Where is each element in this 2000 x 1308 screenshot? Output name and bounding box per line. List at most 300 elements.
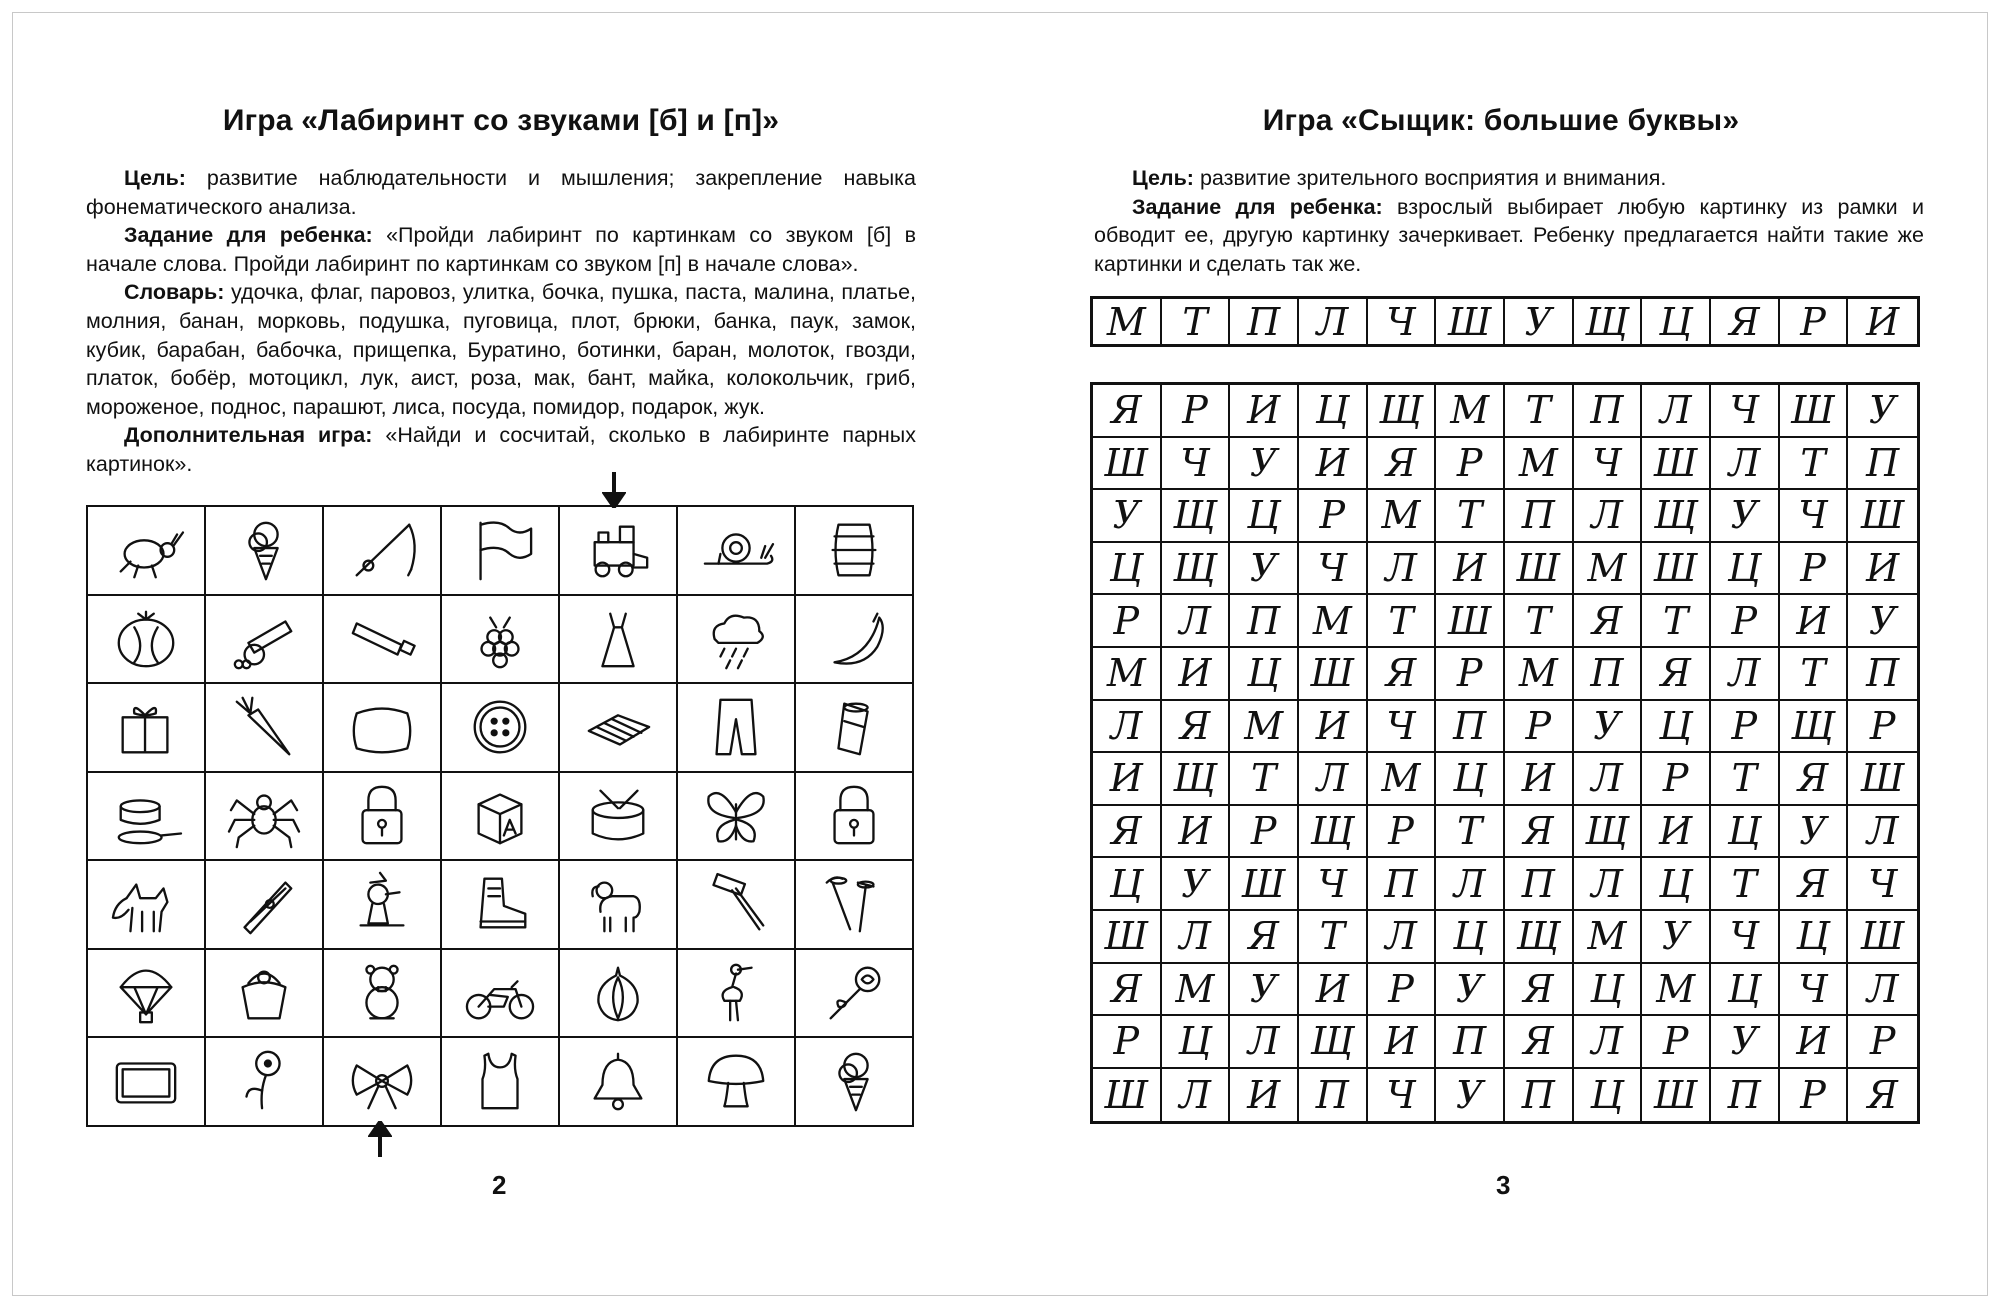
letter-cell: Ц	[1299, 385, 1368, 438]
goal-text: развитие зрительного восприятия и внимания.	[1193, 166, 1667, 190]
letter-cell: Я	[1093, 385, 1162, 438]
page-number: 2	[492, 1170, 507, 1200]
letter-cell: Я	[1574, 595, 1643, 648]
letter-cell: Я	[1505, 1016, 1574, 1069]
maze-cell	[795, 506, 913, 595]
banana-icon	[812, 604, 896, 674]
vocabulary-paragraph	[86, 278, 916, 421]
letter-cell: Я	[1780, 753, 1849, 806]
maze-row	[87, 860, 913, 949]
sample-letter: М	[1093, 299, 1162, 344]
maze-cell	[441, 683, 559, 772]
maze-cell	[87, 506, 205, 595]
sample-letter: Ц	[1642, 299, 1711, 344]
letter-cell: Щ	[1574, 806, 1643, 859]
letter-cell: Щ	[1162, 753, 1231, 806]
letter-cell: У	[1436, 964, 1505, 1017]
extra-game-paragraph	[86, 421, 916, 478]
task-label: Задание для ребенка:	[1132, 194, 1383, 219]
letter-cell: Ш	[1436, 595, 1505, 648]
letter-cell: М	[1642, 964, 1711, 1017]
boot-icon	[458, 869, 542, 939]
letter-cell: И	[1299, 701, 1368, 754]
maze-cell	[323, 506, 441, 595]
trousers-icon	[694, 692, 778, 762]
maze-cell	[441, 772, 559, 861]
sample-letter: У	[1505, 299, 1574, 344]
letter-cell: У	[1711, 1016, 1780, 1069]
letter-cell: Ц	[1642, 701, 1711, 754]
letter-cell: П	[1848, 438, 1917, 491]
letter-cell: Т	[1505, 595, 1574, 648]
game-description	[86, 164, 916, 479]
letter-cell: Ц	[1574, 964, 1643, 1017]
maze-grid	[86, 505, 914, 1127]
letter-cell: У	[1848, 595, 1917, 648]
letter-cell: Т	[1780, 438, 1849, 491]
butterfly-icon	[694, 781, 778, 851]
letter-cell: М	[1093, 648, 1162, 701]
ice-cream-icon	[812, 1046, 896, 1116]
bell-icon	[576, 1046, 660, 1116]
letter-cell: Л	[1093, 701, 1162, 754]
sample-letter: И	[1866, 299, 1900, 344]
goal-paragraph	[86, 164, 916, 221]
letter-cell: Л	[1848, 806, 1917, 859]
letter-cell: И	[1162, 806, 1231, 859]
letter-cell: Р	[1711, 701, 1780, 754]
letter-cell: П	[1230, 595, 1299, 648]
letter-cell: Т	[1780, 648, 1849, 701]
letter-cell: Т	[1711, 858, 1780, 911]
maze-cell	[205, 683, 323, 772]
letter-cell: М	[1368, 490, 1437, 543]
maze-cell	[441, 1037, 559, 1126]
letter-cell: П	[1848, 648, 1917, 701]
maze-row	[87, 772, 913, 861]
maze-row	[87, 1037, 913, 1126]
letter-cell: У	[1780, 806, 1849, 859]
maze-cell	[559, 595, 677, 684]
maze-cell	[795, 683, 913, 772]
beaver-icon	[340, 958, 424, 1028]
letter-cell: Ш	[1848, 490, 1917, 543]
letter-cell: Л	[1436, 858, 1505, 911]
maze-cell	[677, 949, 795, 1038]
fox-icon	[104, 869, 188, 939]
letter-cell: Р	[1780, 1069, 1849, 1122]
maze-cell	[795, 772, 913, 861]
letter-cell: Т	[1436, 806, 1505, 859]
task-paragraph	[1094, 193, 1924, 279]
letter-cell: И	[1642, 806, 1711, 859]
maze-cell	[323, 683, 441, 772]
letter-cell: У	[1436, 1069, 1505, 1122]
letter-cell: И	[1780, 1016, 1849, 1069]
letter-cell: У	[1848, 385, 1917, 438]
letter-cell: Ч	[1711, 385, 1780, 438]
letter-cell: Ш	[1093, 911, 1162, 964]
ram-icon	[576, 869, 660, 939]
letter-cell: Л	[1574, 753, 1643, 806]
can-icon	[812, 692, 896, 762]
letter-cell: Я	[1505, 806, 1574, 859]
snail-icon	[694, 515, 778, 585]
letter-cell: Л	[1368, 543, 1437, 596]
right-page	[1000, 0, 2000, 1308]
letter-cell: И	[1230, 1069, 1299, 1122]
maze-cell	[205, 1037, 323, 1126]
maze-row	[87, 683, 913, 772]
padlock-icon	[340, 781, 424, 851]
page-number: 3	[1496, 1170, 1511, 1200]
letter-cell: Ч	[1780, 490, 1849, 543]
letter-cell: У	[1230, 543, 1299, 596]
letter-cell: Я	[1368, 648, 1437, 701]
letter-cell: Л	[1711, 438, 1780, 491]
letter-cell: М	[1230, 701, 1299, 754]
letter-cell: Ш	[1230, 858, 1299, 911]
rose-icon	[812, 958, 896, 1028]
letter-cell: Ч	[1848, 858, 1917, 911]
letter-cell: У	[1162, 858, 1231, 911]
page-title: Игра «Сыщик: большие буквы»	[1262, 104, 1740, 137]
letter-cell: Я	[1093, 964, 1162, 1017]
sample-letter: Ш	[1436, 299, 1505, 344]
letter-cell: Ч	[1368, 701, 1437, 754]
maze-cell	[677, 506, 795, 595]
maze-cell	[795, 949, 913, 1038]
mushroom-icon	[694, 1046, 778, 1116]
ice-cream-icon	[222, 515, 306, 585]
barrel-icon	[812, 515, 896, 585]
letter-cell: Ц	[1093, 543, 1162, 596]
extra-game-label: Дополнительная игра:	[124, 423, 373, 448]
maze-cell	[87, 860, 205, 949]
letter-cell: Ц	[1642, 858, 1711, 911]
task-text: взрослый выбирает любую картинку из рамки и обводит ее, другую картинку зачеркивает. Ребенку предлагается найти такие же картинки и сделать так же.	[1094, 194, 1924, 276]
letter-grid	[1090, 382, 1920, 1124]
maze-cell	[559, 860, 677, 949]
letter-cell: Л	[1848, 964, 1917, 1017]
parachute-icon	[104, 958, 188, 1028]
letter-cell: Л	[1230, 1016, 1299, 1069]
tomato-icon	[104, 604, 188, 674]
letter-cell: И	[1299, 964, 1368, 1017]
raspberry-icon	[458, 604, 542, 674]
letter-cell: П	[1436, 701, 1505, 754]
letter-cell: Щ	[1299, 1016, 1368, 1069]
letter-cell: Ш	[1642, 543, 1711, 596]
letter-cell: Щ	[1162, 543, 1231, 596]
carrot-icon	[222, 692, 306, 762]
letter-cell: Л	[1162, 595, 1231, 648]
spider-icon	[222, 781, 306, 851]
maze-cell	[323, 595, 441, 684]
goal-text: развитие наблюдательности и мышления; закрепление навыка фонематического анализа.	[86, 166, 916, 219]
maze-cell	[205, 949, 323, 1038]
letter-cell: Ч	[1574, 438, 1643, 491]
letter-cell: Ц	[1436, 753, 1505, 806]
tray-icon	[104, 1046, 188, 1116]
letter-cell: Т	[1368, 595, 1437, 648]
letter-cell: Т	[1230, 753, 1299, 806]
maze-cell	[323, 860, 441, 949]
letter-cell: Р	[1230, 806, 1299, 859]
letter-cell: М	[1162, 964, 1231, 1017]
letter-cell: Р	[1642, 1016, 1711, 1069]
letter-cell: П	[1711, 1069, 1780, 1122]
letter-cell: Ц	[1093, 858, 1162, 911]
sample-letter-frame	[1090, 296, 1920, 347]
storm-cloud-icon	[694, 604, 778, 674]
maze-cell	[559, 949, 677, 1038]
vocabulary-label: Словарь:	[124, 280, 225, 305]
letter-cell: Ш	[1848, 911, 1917, 964]
cube-icon	[458, 781, 542, 851]
mushroom-basket-icon	[222, 958, 306, 1028]
letter-cell: Ч	[1780, 964, 1849, 1017]
letter-cell: Я	[1505, 964, 1574, 1017]
maze-row	[87, 949, 913, 1038]
letter-cell: Л	[1574, 1016, 1643, 1069]
goal-paragraph	[1094, 164, 1924, 193]
nails-icon	[812, 869, 896, 939]
letter-cell: Л	[1299, 753, 1368, 806]
letter-cell: Т	[1299, 911, 1368, 964]
letter-cell: М	[1436, 385, 1505, 438]
letter-cell: Р	[1162, 385, 1231, 438]
letter-cell: Л	[1162, 1069, 1231, 1122]
letter-cell: Р	[1299, 490, 1368, 543]
maze-cell	[87, 1037, 205, 1126]
letter-cell: Р	[1780, 543, 1849, 596]
letter-cell: П	[1505, 490, 1574, 543]
letter-cell: Т	[1436, 490, 1505, 543]
sample-letter: Т	[1162, 299, 1231, 344]
letter-cell: Я	[1093, 806, 1162, 859]
maze-row	[87, 595, 913, 684]
letter-cell: М	[1505, 438, 1574, 491]
letter-cell: И	[1368, 1016, 1437, 1069]
padlock-icon	[812, 781, 896, 851]
pillow-icon	[340, 692, 424, 762]
letter-cell: Я	[1642, 648, 1711, 701]
letter-cell: Т	[1505, 385, 1574, 438]
sample-letter: Р	[1780, 299, 1849, 344]
letter-cell: Ш	[1642, 438, 1711, 491]
letter-cell: Ц	[1711, 806, 1780, 859]
letter-cell: У	[1642, 911, 1711, 964]
letter-cell: Л	[1368, 911, 1437, 964]
letter-cell: У	[1093, 490, 1162, 543]
cannon-icon	[222, 604, 306, 674]
maze-cell	[677, 860, 795, 949]
maze-cell	[205, 772, 323, 861]
letter-cell: И	[1505, 753, 1574, 806]
maze-cell	[441, 595, 559, 684]
letter-cell: Ц	[1230, 490, 1299, 543]
letter-cell: Р	[1368, 964, 1437, 1017]
letter-cell: Ш	[1642, 1069, 1711, 1122]
sample-letter: Л	[1299, 299, 1368, 344]
onion-icon	[576, 958, 660, 1028]
letter-cell: Ч	[1299, 858, 1368, 911]
letter-cell: Ш	[1848, 753, 1917, 806]
dress-icon	[576, 604, 660, 674]
letter-cell: У	[1711, 490, 1780, 543]
letter-cell: Щ	[1162, 490, 1231, 543]
letter-cell: Р	[1093, 1016, 1162, 1069]
letter-cell: Ц	[1230, 648, 1299, 701]
letter-cell: Т	[1711, 753, 1780, 806]
stork-icon	[694, 958, 778, 1028]
letter-cell: И	[1162, 648, 1231, 701]
maze-cell	[441, 860, 559, 949]
letter-cell: Я	[1780, 858, 1849, 911]
letter-cell: М	[1299, 595, 1368, 648]
letter-cell: Щ	[1642, 490, 1711, 543]
letter-cell: Я	[1867, 1073, 1898, 1118]
letter-cell: Ч	[1711, 911, 1780, 964]
letter-cell: М	[1368, 753, 1437, 806]
maze-cell	[323, 772, 441, 861]
letter-cell: П	[1574, 385, 1643, 438]
maze-cell	[559, 683, 677, 772]
maze-cell	[87, 772, 205, 861]
maze-cell	[87, 595, 205, 684]
letter-cell: У	[1230, 438, 1299, 491]
letter-cell: Л	[1574, 490, 1643, 543]
letter-cell: Л	[1162, 911, 1231, 964]
hammer-icon	[694, 869, 778, 939]
gift-box-icon	[104, 692, 188, 762]
letter-cell: Р	[1368, 806, 1437, 859]
maze-exit-arrow-icon	[368, 1121, 392, 1164]
letter-cell: Ш	[1299, 648, 1368, 701]
letter-cell: Р	[1093, 595, 1162, 648]
letter-cell: Ц	[1574, 1069, 1643, 1122]
letter-cell: Ч	[1368, 1069, 1437, 1122]
raft-icon	[576, 692, 660, 762]
letter-cell: Ц	[1780, 911, 1849, 964]
letter-cell: Р	[1436, 648, 1505, 701]
letter-cell: П	[1299, 1069, 1368, 1122]
pinocchio-icon	[340, 869, 424, 939]
maze-cell	[677, 595, 795, 684]
letter-cell: Л	[1574, 858, 1643, 911]
maze-row	[87, 506, 913, 595]
maze-cell	[441, 506, 559, 595]
letter-cell: Я	[1368, 438, 1437, 491]
page-title: Игра «Лабиринт со звуками [б] и [п]»	[222, 104, 780, 137]
letter-cell: П	[1505, 1069, 1574, 1122]
letter-cell: Я	[1230, 911, 1299, 964]
train-icon	[576, 515, 660, 585]
pan-icon	[104, 781, 188, 851]
maze-cell	[795, 595, 913, 684]
maze-cell	[795, 1037, 913, 1126]
sample-letter: Я	[1711, 299, 1780, 344]
maze-cell	[205, 595, 323, 684]
letter-cell: Р	[1711, 595, 1780, 648]
motorcycle-icon	[458, 958, 542, 1028]
letter-cell: Р	[1848, 701, 1917, 754]
poppy-icon	[222, 1046, 306, 1116]
maze-cell	[87, 949, 205, 1038]
letter-cell: И	[1436, 543, 1505, 596]
vocabulary-text: удочка, флаг, паровоз, улитка, бочка, пушка, паста, малина, платье, молния, банан, морковь, подушка, пуговица, плот, брюки, банка, паук, замок, кубик, барабан, бабочка, прищепка, Буратино, ботинки, баран, молоток, гвозди, платок, бобёр, мотоцикл, лук, аист, роза, мак, бант, майка, колокольчик, гриб, мороженое, поднос, парашют, лиса, посуда, помидор, подарок, жук.	[86, 280, 916, 419]
letter-cell: Ш	[1505, 543, 1574, 596]
maze-cell	[559, 506, 677, 595]
letter-cell: П	[1505, 858, 1574, 911]
task-label: Задание для ребенка:	[124, 223, 373, 248]
maze-cell	[205, 860, 323, 949]
letter-cell: Ш	[1780, 385, 1849, 438]
goal-label: Цель:	[1132, 166, 1194, 190]
maze-cell	[677, 1037, 795, 1126]
maze-cell	[677, 683, 795, 772]
letter-cell: У	[1230, 964, 1299, 1017]
drum-icon	[576, 781, 660, 851]
letter-cell: У	[1574, 701, 1643, 754]
sample-letter: П	[1230, 299, 1299, 344]
letter-cell: Щ	[1505, 911, 1574, 964]
task-paragraph	[86, 221, 916, 278]
extra-game-text: «Найди и сосчитай, сколько в лабиринте парных картинок».	[86, 423, 916, 476]
letter-cell: Ц	[1711, 543, 1780, 596]
letter-cell: П	[1436, 1016, 1505, 1069]
maze-cell	[559, 1037, 677, 1126]
maze-cell	[323, 949, 441, 1038]
letter-cell: Ц	[1436, 911, 1505, 964]
flag-icon	[458, 515, 542, 585]
bow-icon	[340, 1046, 424, 1116]
button-icon	[458, 692, 542, 762]
maze-cell	[87, 683, 205, 772]
maze-cell	[205, 506, 323, 595]
sample-letter: Щ	[1574, 299, 1643, 344]
letter-cell: Щ	[1299, 806, 1368, 859]
maze-cell	[795, 860, 913, 949]
beetle-icon	[104, 515, 188, 585]
letter-cell: Ч	[1162, 438, 1231, 491]
letter-cell: П	[1368, 858, 1437, 911]
letter-cell: И	[1848, 543, 1917, 596]
sample-letter: Ч	[1368, 299, 1437, 344]
letter-cell: И	[1230, 385, 1299, 438]
letter-cell: Щ	[1780, 701, 1849, 754]
letter-cell: Щ	[1368, 385, 1437, 438]
clothespin-icon	[222, 869, 306, 939]
letter-cell: М	[1574, 911, 1643, 964]
paste-tube-icon	[340, 604, 424, 674]
letter-cell: Р	[1848, 1016, 1917, 1069]
letter-cell: И	[1093, 753, 1162, 806]
letter-cell: Ц	[1162, 1016, 1231, 1069]
letter-cell: М	[1574, 543, 1643, 596]
letter-cell: Т	[1642, 595, 1711, 648]
letter-cell: Р	[1505, 701, 1574, 754]
maze-cell	[559, 772, 677, 861]
letter-cell: Ц	[1711, 964, 1780, 1017]
letter-cell: Л	[1711, 648, 1780, 701]
maze-cell	[441, 949, 559, 1038]
letter-cell: П	[1574, 648, 1643, 701]
letter-cell: Р	[1436, 438, 1505, 491]
letter-cell: Ш	[1093, 438, 1162, 491]
fishing-rod-icon	[340, 515, 424, 585]
